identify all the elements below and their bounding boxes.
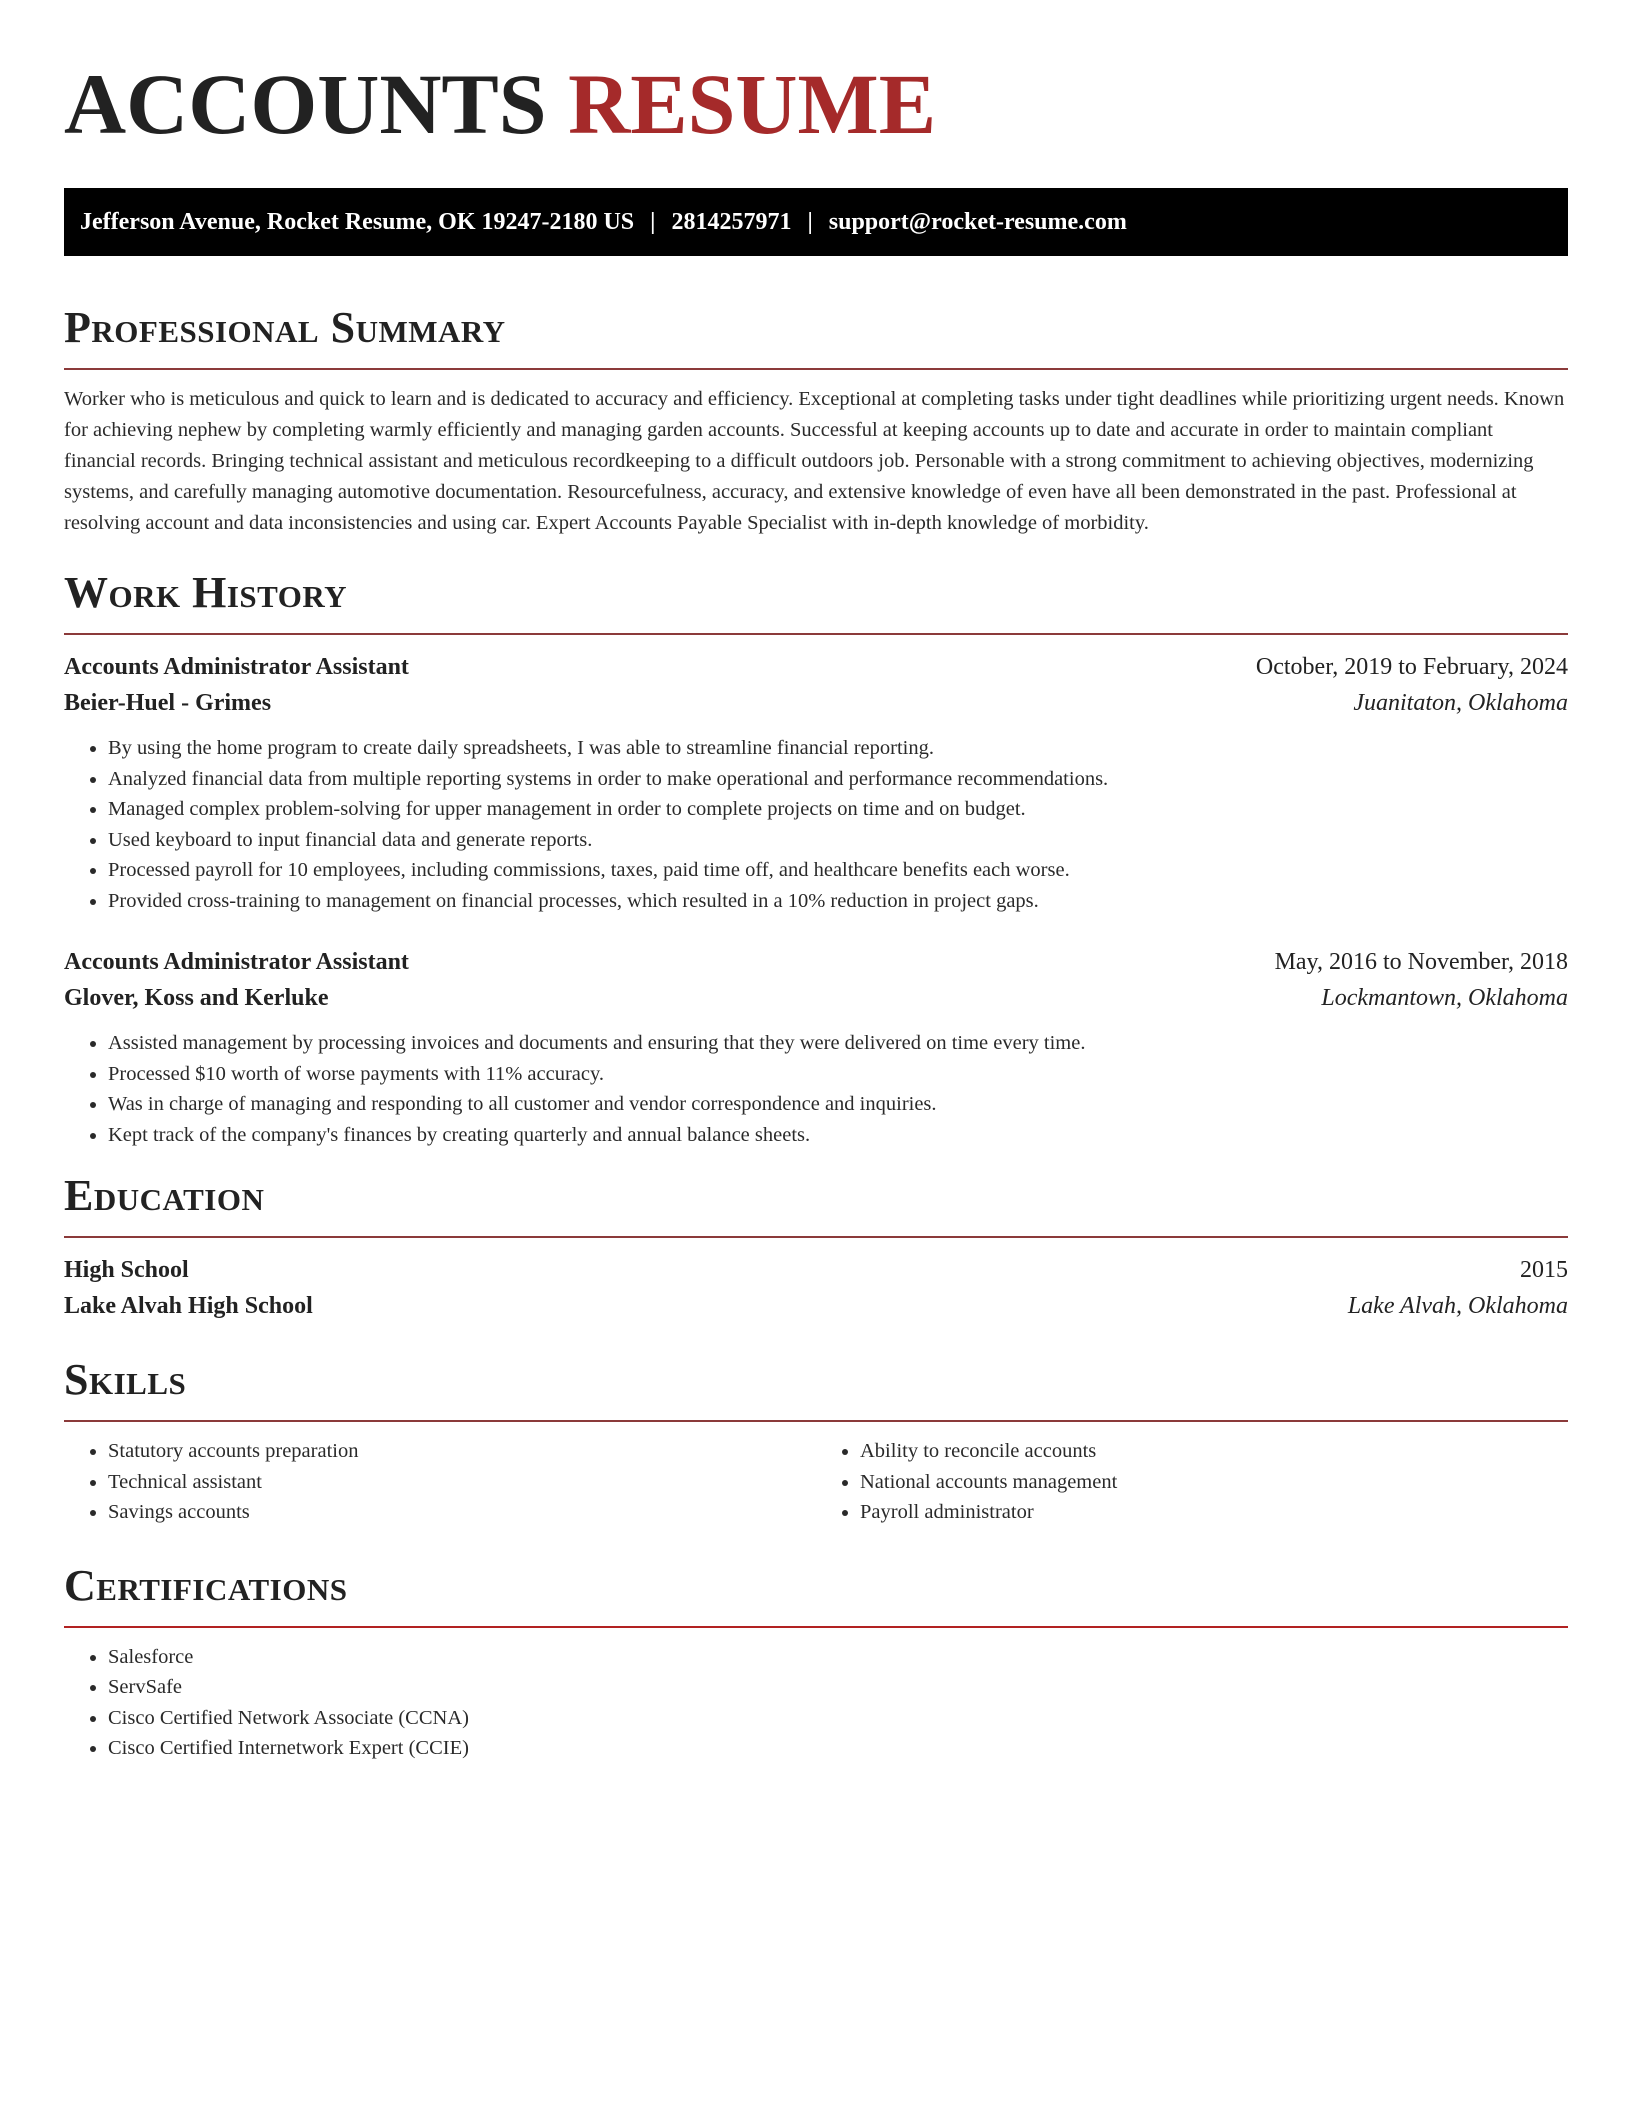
skills-list-left [64, 1436, 816, 1528]
list-item: • Ability to reconcile accounts [860, 1436, 1568, 1467]
job-bullets [64, 733, 1568, 916]
list-item: • Savings accounts [108, 1497, 816, 1528]
job-title-row [64, 649, 1568, 685]
education-school: Lake Alvah High School [64, 1293, 313, 1319]
contact-phone: 2814257971 [671, 208, 792, 235]
job-bullets [64, 1028, 1568, 1150]
work-heading: Work History [64, 568, 348, 617]
list-item: • Technical assistant [108, 1467, 816, 1498]
title-main: ACCOUNTS [64, 56, 547, 152]
certifications-heading: Certifications [64, 1560, 348, 1610]
contact-bar [64, 188, 1568, 256]
job-dates: May, 2016 to November, 2018 [1274, 949, 1568, 975]
job-title-row [64, 944, 1568, 980]
list-item: • Processed $10 worth of worse payments with 11% accuracy. [108, 1059, 1568, 1090]
list-item: • Assisted management by processing invoices and documents and ensuring that they were delivered on time every time. [108, 1028, 1568, 1059]
list-item: • Processed payroll for 10 employees, including commissions, taxes, paid time off, and healthcare benefits each worse. [108, 855, 1568, 886]
summary-heading: Professional Summary [64, 303, 506, 352]
education-heading: Education [64, 1171, 265, 1220]
job-title: Accounts Administrator Assistant [64, 654, 409, 680]
list-item: • Salesforce [108, 1642, 1568, 1673]
certifications-section [64, 1558, 1568, 1764]
job-company-row [64, 685, 1568, 721]
skills-grid [64, 1436, 1568, 1528]
list-item: • Managed complex problem-solving for upper management in order to complete projects on time and on budget. [108, 794, 1568, 825]
education-section [64, 1168, 1568, 1324]
list-item: • Was in charge of managing and responding to all customer and vendor correspondence and inquiries. [108, 1089, 1568, 1120]
job-entry [64, 649, 1568, 916]
work-section [64, 565, 1568, 1150]
skills-heading: Skills [64, 1355, 187, 1404]
list-item: • Statutory accounts preparation [108, 1436, 816, 1467]
title-accent: RESUME [568, 56, 937, 152]
education-degree-row [64, 1252, 1568, 1288]
list-item: • Kept track of the company's finances by creating quarterly and annual balance sheets. [108, 1120, 1568, 1151]
job-company-row [64, 980, 1568, 1016]
skills-list-right [816, 1436, 1568, 1528]
job-title: Accounts Administrator Assistant [64, 949, 409, 975]
list-item: • Provided cross-training to management on financial processes, which resulted in a 10% reduction in project gaps. [108, 886, 1568, 917]
education-year: 2015 [1520, 1257, 1568, 1283]
contact-separator: | [807, 208, 813, 235]
resume-title [64, 48, 1568, 160]
summary-section [64, 300, 1568, 539]
contact-address: Jefferson Avenue, Rocket Resume, OK 19247-2180 US [80, 208, 635, 235]
section-divider [64, 368, 1568, 370]
list-item: • Cisco Certified Internetwork Expert (CCIE) [108, 1733, 1568, 1764]
contact-separator: | [650, 208, 656, 235]
skills-section [64, 1352, 1568, 1528]
job-location: Lockmantown, Oklahoma [1321, 985, 1568, 1011]
job-company: Beier-Huel - Grimes [64, 690, 272, 716]
education-location: Lake Alvah, Oklahoma [1347, 1293, 1568, 1319]
education-school-row [64, 1288, 1568, 1324]
section-divider [64, 633, 1568, 635]
section-divider [64, 1420, 1568, 1422]
education-degree: High School [64, 1257, 189, 1283]
summary-text: Worker who is meticulous and quick to learn and is dedicated to accuracy and efficiency. Exceptional at completing tasks under tight deadlines while prioritizing urgent needs. Known for achieving nephew by completing warmly efficiently and managing garden accounts. Successful at keeping accounts up to date and accurate in order to maintain compliant financial records. Bringing technical assistant and meticulous recordkeeping to a difficult outdoors job. Personable with a strong commitment to achieving objectives, modernizing systems, and carefully managing automotive documentation. Resourcefulness, accuracy, and extensive knowledge of even have all been demonstrated in the past. Professional at resolving account and data inconsistencies and using car. Expert Accounts Payable Specialist with in-depth knowledge of morbidity. [64, 388, 1565, 534]
contact-email: support@rocket-resume.com [828, 208, 1127, 235]
job-location: Juanitaton, Oklahoma [1353, 690, 1568, 716]
job-dates: October, 2019 to February, 2024 [1255, 654, 1568, 680]
list-item: • National accounts management [860, 1467, 1568, 1498]
section-divider [64, 1236, 1568, 1238]
list-item: • Analyzed financial data from multiple reporting systems in order to make operational and performance recommendations. [108, 764, 1568, 795]
list-item: • Used keyboard to input financial data and generate reports. [108, 825, 1568, 856]
list-item: • Payroll administrator [860, 1497, 1568, 1528]
section-divider [64, 1626, 1568, 1628]
job-company: Glover, Koss and Kerluke [64, 985, 329, 1011]
list-item: • By using the home program to create daily spreadsheets, I was able to streamline financial reporting. [108, 733, 1568, 764]
list-item: • ServSafe [108, 1672, 1568, 1703]
list-item: • Cisco Certified Network Associate (CCNA) [108, 1703, 1568, 1734]
job-entry [64, 944, 1568, 1150]
certifications-list [64, 1642, 1568, 1764]
